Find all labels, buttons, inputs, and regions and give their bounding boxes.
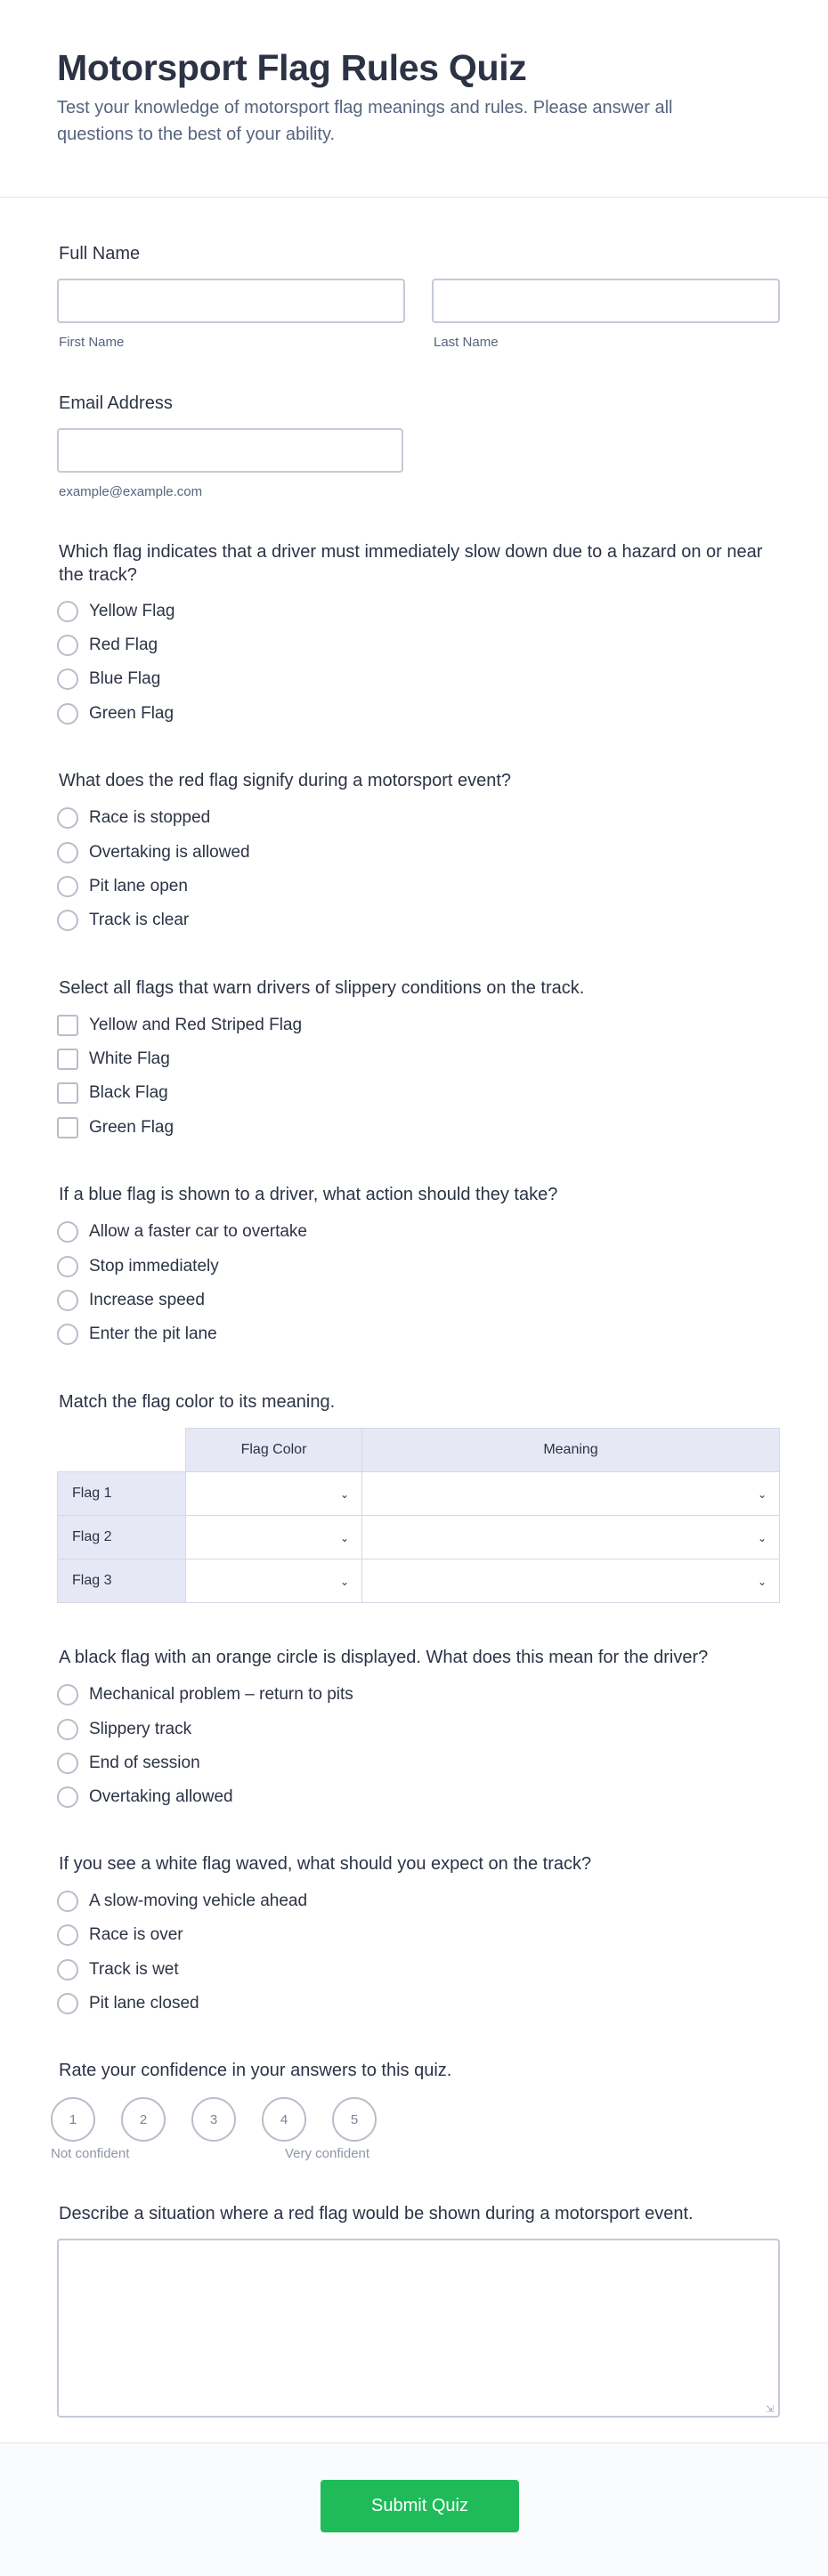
radio-button[interactable] [57, 635, 78, 656]
q1-option[interactable] [57, 666, 160, 693]
last-name-sublabel: Last Name [434, 335, 499, 350]
description-textarea[interactable] [57, 2239, 780, 2418]
radio-button[interactable] [57, 1221, 78, 1243]
option-label: Mechanical problem – return to pits [89, 1685, 353, 1704]
rating-option-3[interactable]: 3 [191, 2097, 236, 2142]
matrix-column-header: Flag Color [186, 1429, 362, 1472]
q6-option[interactable] [57, 1750, 200, 1777]
matrix-column-header: Meaning [362, 1429, 780, 1472]
chevron-down-icon: ⌄ [757, 1488, 767, 1501]
q5-label: Match the flag color to its meaning. [59, 1392, 336, 1412]
chevron-down-icon: ⌄ [339, 1576, 349, 1588]
option-label: Yellow and Red Striped Flag [89, 1016, 303, 1034]
q3-option[interactable] [57, 1080, 168, 1106]
meaning-select[interactable] [362, 1472, 780, 1516]
checkbox[interactable] [57, 1015, 78, 1036]
q1-option[interactable] [57, 598, 175, 625]
flag-color-select[interactable] [186, 1472, 362, 1516]
q3-option[interactable] [57, 1114, 174, 1141]
q8-label: Rate your confidence in your answers to this quiz. [59, 2061, 452, 2080]
radio-button[interactable] [57, 1924, 78, 1946]
option-label: End of session [89, 1754, 200, 1772]
q2-option[interactable] [57, 873, 188, 900]
rating-option-2[interactable]: 2 [121, 2097, 166, 2142]
full-name-label: Full Name [59, 244, 141, 263]
q3-label: Select all flags that warn drivers of slippery conditions on the track. [59, 978, 585, 998]
last-name-input[interactable] [432, 279, 780, 323]
email-input[interactable] [57, 428, 403, 473]
q6-option[interactable] [57, 1681, 353, 1708]
radio-button[interactable] [57, 601, 78, 622]
radio-button[interactable] [57, 1959, 78, 1981]
scale-high-label: Very confident [285, 2146, 370, 2161]
option-label: Track is clear [89, 911, 190, 929]
option-label: Race is stopped [89, 808, 211, 827]
option-label: Pit lane closed [89, 1994, 199, 2013]
matrix-row-header: Flag 2 [58, 1516, 186, 1559]
page-subtitle: Test your knowledge of motorsport flag meanings and rules. Please answer all questions to the best of your ability. [57, 98, 673, 144]
q1-option[interactable] [57, 701, 174, 727]
radio-button[interactable] [57, 876, 78, 897]
radio-button[interactable] [57, 1324, 78, 1345]
q7-option[interactable] [57, 1922, 183, 1948]
radio-button[interactable] [57, 1891, 78, 1912]
option-label: Enter the pit lane [89, 1324, 217, 1343]
q4-option[interactable] [57, 1321, 217, 1348]
q6-label: A black flag with an orange circle is displayed. What does this mean for the driver? [59, 1648, 709, 1667]
option-label: Stop immediately [89, 1257, 219, 1276]
radio-button[interactable] [57, 1719, 78, 1740]
option-label: Overtaking allowed [89, 1787, 233, 1806]
option-label: Increase speed [89, 1291, 205, 1309]
radio-button[interactable] [57, 1290, 78, 1311]
option-label: Black Flag [89, 1083, 168, 1102]
q3-option[interactable] [57, 1012, 302, 1039]
q6-option[interactable] [57, 1716, 191, 1743]
submit-button[interactable]: Submit Quiz [321, 2480, 519, 2532]
page-title: Motorsport Flag Rules Quiz [57, 47, 527, 88]
q2-option[interactable] [57, 805, 210, 831]
q1-label: Which flag indicates that a driver must immediately slow down due to a hazard on or near the track? [59, 542, 763, 585]
radio-button[interactable] [57, 910, 78, 931]
matching-matrix [57, 1428, 780, 1603]
q4-option[interactable] [57, 1219, 307, 1245]
form-header [0, 0, 828, 198]
email-label: Email Address [59, 393, 173, 413]
radio-button[interactable] [57, 1684, 78, 1705]
option-label: Overtaking is allowed [89, 843, 250, 862]
radio-button[interactable] [57, 1993, 78, 2014]
scale-low-label: Not confident [51, 2146, 130, 2161]
chevron-down-icon: ⌄ [757, 1532, 767, 1544]
q7-option[interactable] [57, 1956, 179, 1983]
chevron-down-icon: ⌄ [339, 1532, 349, 1544]
resize-handle-icon[interactable]: ⇲ [766, 2404, 775, 2415]
flag-color-select[interactable] [186, 1516, 362, 1559]
checkbox[interactable] [57, 1049, 78, 1070]
radio-button[interactable] [57, 1753, 78, 1774]
q7-option[interactable] [57, 1990, 199, 2017]
radio-button[interactable] [57, 668, 78, 690]
flag-color-select[interactable] [186, 1559, 362, 1603]
chevron-down-icon: ⌄ [757, 1576, 767, 1588]
q2-option[interactable] [57, 907, 189, 934]
option-label: Red Flag [89, 636, 158, 654]
rating-option-1[interactable]: 1 [51, 2097, 95, 2142]
radio-button[interactable] [57, 807, 78, 829]
q3-option[interactable] [57, 1046, 170, 1073]
option-label: Yellow Flag [89, 602, 175, 620]
rating-option-5[interactable]: 5 [332, 2097, 377, 2142]
option-label: Race is over [89, 1925, 183, 1944]
radio-button[interactable] [57, 703, 78, 725]
rating-option-4[interactable]: 4 [262, 2097, 306, 2142]
q9-label: Describe a situation where a red flag would be shown during a motorsport event. [59, 2204, 694, 2224]
option-label: Pit lane open [89, 877, 188, 895]
option-label: Track is wet [89, 1960, 179, 1979]
q4-option[interactable] [57, 1253, 219, 1280]
option-label: White Flag [89, 1049, 170, 1068]
first-name-input[interactable] [57, 279, 405, 323]
q4-option[interactable] [57, 1287, 205, 1314]
radio-button[interactable] [57, 1786, 78, 1808]
option-label: A slow-moving vehicle ahead [89, 1891, 308, 1910]
option-label: Blue Flag [89, 669, 161, 688]
first-name-sublabel: First Name [59, 335, 125, 350]
meaning-select[interactable] [362, 1559, 780, 1603]
q4-label: If a blue flag is shown to a driver, what action should they take? [59, 1185, 558, 1204]
option-label: Allow a faster car to overtake [89, 1222, 307, 1241]
matrix-corner [58, 1429, 186, 1472]
checkbox[interactable] [57, 1082, 78, 1104]
option-label: Slippery track [89, 1720, 192, 1738]
radio-button[interactable] [57, 1256, 78, 1277]
q6-option[interactable] [57, 1784, 233, 1810]
matrix-row-header: Flag 1 [58, 1472, 186, 1516]
q7-label: If you see a white flag waved, what should you expect on the track? [59, 1854, 592, 1874]
matrix-row-header: Flag 3 [58, 1559, 186, 1603]
q1-option[interactable] [57, 632, 158, 659]
option-label: Green Flag [89, 1118, 175, 1137]
checkbox[interactable] [57, 1117, 78, 1138]
q2-option[interactable] [57, 839, 250, 866]
option-label: Green Flag [89, 704, 175, 723]
email-sublabel: example@example.com [59, 484, 203, 499]
meaning-select[interactable] [362, 1516, 780, 1559]
chevron-down-icon: ⌄ [339, 1488, 349, 1501]
radio-button[interactable] [57, 842, 78, 863]
q2-label: What does the red flag signify during a motorsport event? [59, 771, 512, 790]
q7-option[interactable] [57, 1888, 307, 1915]
